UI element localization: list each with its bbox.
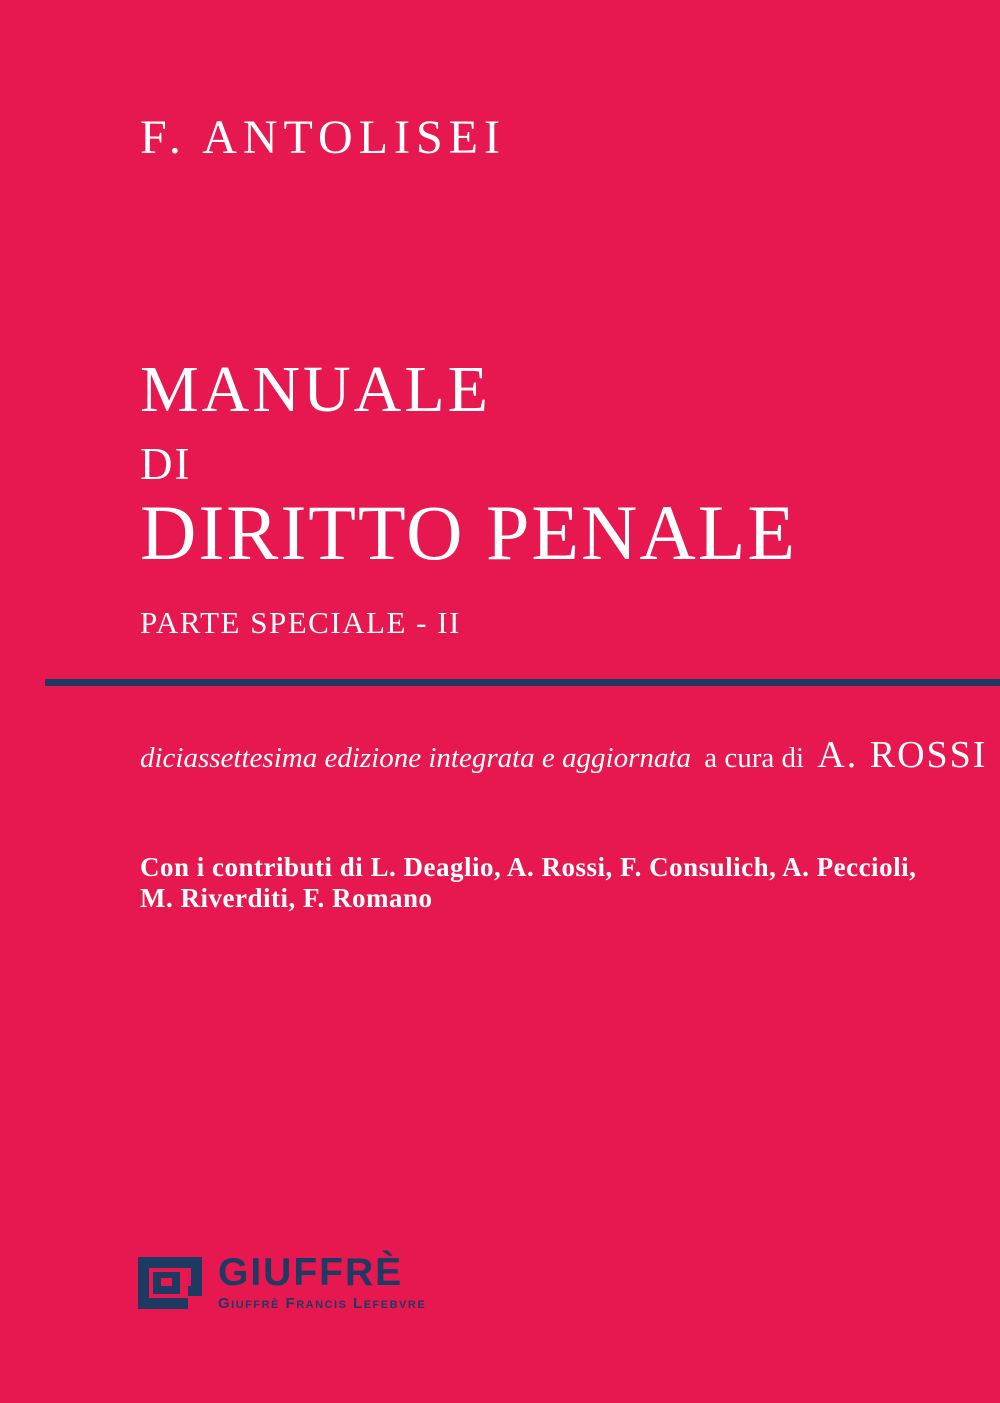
contributors-line-2: M. Riverditi, F. Romano — [140, 883, 433, 914]
publisher-tagline: Giuffrè Francis Lefebvre — [218, 1295, 427, 1312]
publisher-logo — [138, 1253, 426, 1312]
title-line-diritto-penale: DIRITTO PENALE — [140, 489, 797, 576]
logo-mark-crossbar — [188, 1286, 202, 1296]
editor-name: A. ROSSI — [817, 734, 988, 776]
author-name: F. ANTOLISEI — [140, 111, 506, 164]
giuffre-logo-icon — [138, 1257, 202, 1309]
title-line-di: DI — [140, 439, 192, 489]
title-line-manuale: MANUALE — [140, 353, 491, 426]
publisher-text — [218, 1253, 426, 1312]
divider-rule — [45, 679, 1000, 686]
logo-mark-bottom-bar — [138, 1298, 188, 1309]
logo-mark-inner-hole — [161, 1278, 172, 1286]
subtitle-parte-speciale: PARTE SPECIALE - II — [140, 605, 461, 640]
edition-description: diciassettesima edizione integrata e aggiornata — [140, 742, 691, 774]
contributors-block — [140, 852, 916, 915]
edition-line — [140, 733, 987, 777]
publisher-wordmark: GIUFFRÈ — [218, 1251, 404, 1294]
edition-connector: a cura di — [704, 742, 805, 774]
contributors-line-1: Con i contributi di L. Deaglio, A. Rossi, F. Consulich, A. Peccioli, — [140, 852, 917, 882]
